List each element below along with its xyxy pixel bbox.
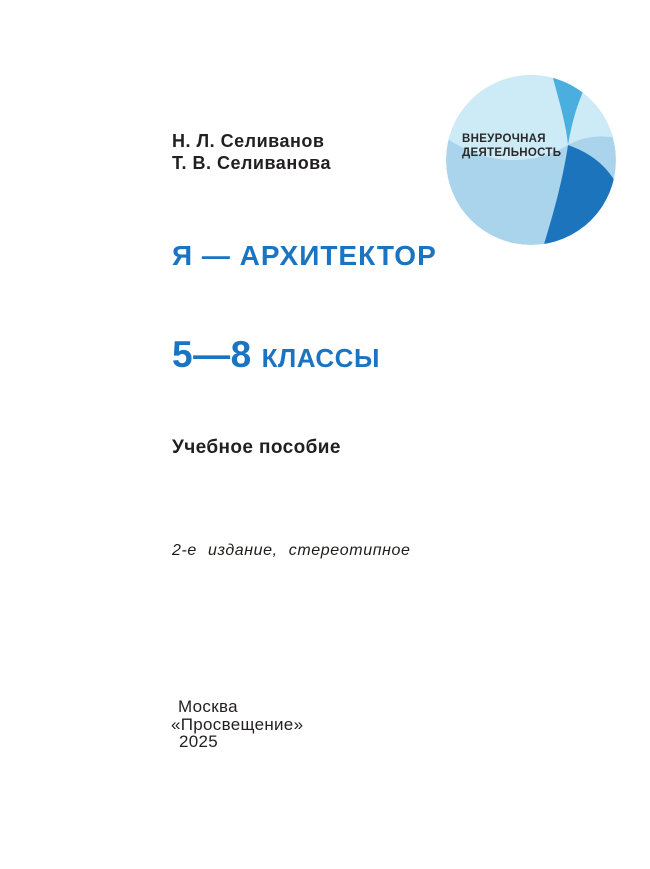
author-name: Т. В. Селиванова xyxy=(172,153,332,173)
book-subtitle: Учебное пособие xyxy=(172,437,341,458)
series-logo-circles-icon xyxy=(446,75,616,245)
grade-line xyxy=(172,334,380,376)
author-name: Н. Л. Селиванов xyxy=(172,131,325,151)
imprint-city: Москва xyxy=(178,697,238,716)
edition-note: 2-е издание, стереотипное xyxy=(172,542,411,559)
authors-block xyxy=(172,130,331,174)
imprint-year: 2025 xyxy=(179,732,219,751)
imprint-publisher: «Просвещение» xyxy=(171,714,304,734)
grade-range: 5—8 xyxy=(172,334,252,375)
series-badge-line1: ВНЕУРОЧНАЯ xyxy=(462,133,546,145)
series-badge-text xyxy=(462,133,561,160)
grade-word: КЛАССЫ xyxy=(261,343,380,373)
series-logo xyxy=(446,75,616,245)
series-badge-line2: ДЕЯТЕЛЬНОСТЬ xyxy=(462,146,562,159)
imprint-block xyxy=(171,698,303,751)
book-title: Я — АРХИТЕКТОР xyxy=(172,240,437,271)
